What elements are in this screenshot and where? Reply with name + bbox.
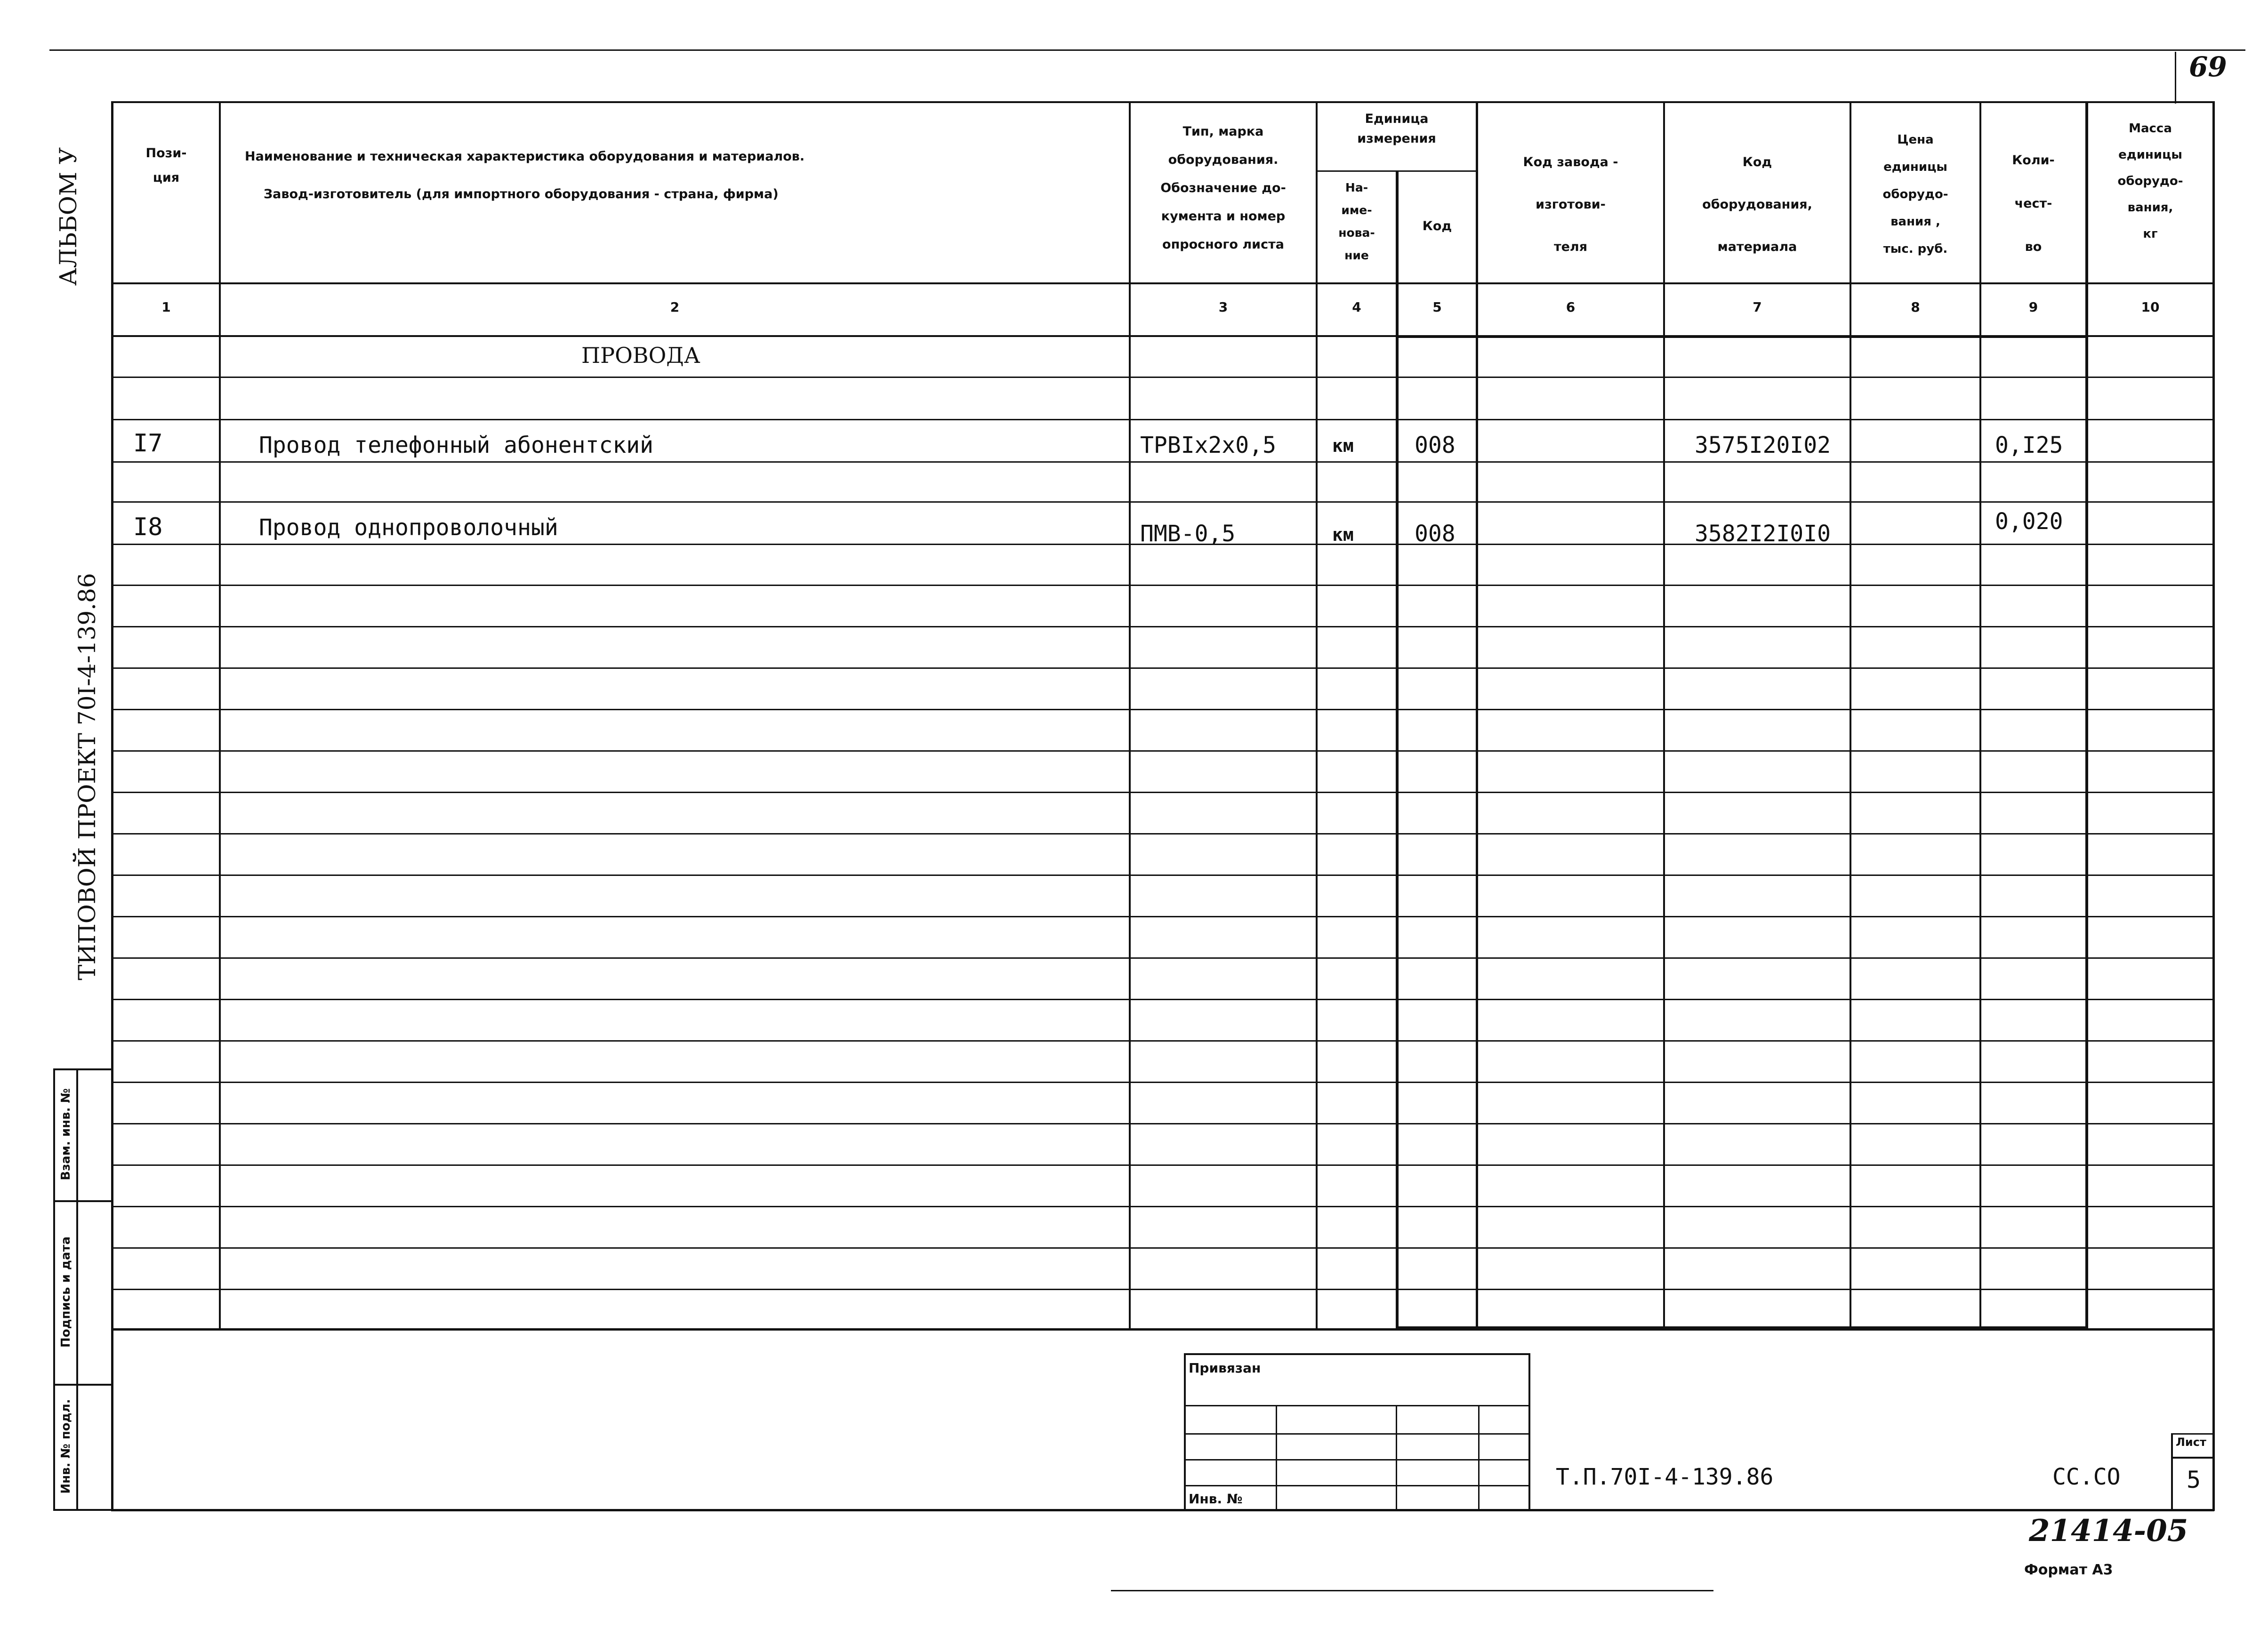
row-type: ТРВIх2х0,5 — [1140, 432, 1276, 458]
col-number-3: 3 — [1218, 299, 1228, 315]
row-quantity: 0,020 — [1995, 508, 2063, 535]
header-position: Пози- ция — [145, 146, 187, 185]
sheet-number: 5 — [2187, 1466, 2201, 1493]
header-price: Цена единицы оборудо- вания , тыс. руб. — [1882, 133, 1948, 256]
stamp-replace-inv: Взам. инв. № — [59, 1088, 73, 1180]
album-label: АЛЬБОМ У — [55, 147, 82, 286]
frame-bottom — [111, 1509, 2214, 1511]
project-label: ТИПОВОЙ ПРОЕКТ 70I-4-139.86 — [73, 573, 101, 980]
header-unit-name: На- име- нова- ние — [1338, 181, 1375, 262]
col-number-7: 7 — [1753, 299, 1762, 315]
row-type: ПМВ-0,5 — [1140, 521, 1236, 547]
header-factory-code: Код завода - изготови- теля — [1523, 155, 1618, 254]
row-position: I7 — [133, 429, 163, 457]
row-equipment-code: 3575I20I02 — [1695, 432, 1831, 458]
col-number-2: 2 — [670, 299, 680, 315]
row-unit: км — [1332, 524, 1354, 545]
inv-label: Инв. № — [1189, 1491, 1243, 1507]
header-equipment-code: Код оборудования, материала — [1702, 155, 1812, 254]
col-number-6: 6 — [1566, 299, 1576, 315]
stamp-original-inv: Инв. № подл. — [59, 1399, 73, 1494]
bound-label: Привязан — [1189, 1360, 1261, 1376]
row-unit: км — [1332, 435, 1354, 456]
header-mass: Масса единицы оборудо- вания, кг — [2117, 121, 2183, 241]
page-number: 69 — [2189, 51, 2227, 83]
sheet-label: Лист — [2176, 1436, 2206, 1449]
col-number-4: 4 — [1352, 299, 1361, 315]
col-number-1: 1 — [161, 299, 171, 315]
header-type: Тип, марка оборудования. Обозначение до- кумента и номер опросного листа — [1160, 124, 1286, 252]
header-unit-code: Код — [1422, 219, 1452, 233]
header-quantity: Коли- чест- во — [2012, 153, 2055, 254]
col-number-9: 9 — [2028, 299, 2038, 315]
frame-right — [2212, 101, 2215, 1511]
document-designation: Т.П.70I-4-139.86 — [1556, 1464, 1774, 1490]
stamp-signature-date: Подпись и дата — [59, 1236, 73, 1348]
document-code: СС.СО — [2052, 1464, 2121, 1490]
row-equipment-code: 3582I2I0I0 — [1695, 521, 1831, 547]
row-unit-code: 008 — [1415, 432, 1456, 458]
row-unit-code: 008 — [1415, 521, 1456, 547]
section-title: ПРОВОДА — [581, 343, 700, 368]
handwritten-number: 21414-05 — [2029, 1513, 2188, 1549]
col-number-8: 8 — [1911, 299, 1920, 315]
bottom-rule — [1111, 1590, 1713, 1591]
col-number-10: 10 — [2141, 299, 2160, 315]
frame-top — [111, 101, 2214, 103]
row-quantity: 0,I25 — [1995, 432, 2063, 458]
stamp-border — [53, 1068, 55, 1511]
format-label: Формат А3 — [2024, 1562, 2113, 1578]
header-unit-group: Единица измерения — [1357, 112, 1436, 146]
row-name: Провод телефонный абонентский — [259, 432, 654, 458]
row-position: I8 — [133, 513, 163, 541]
header-name: Наименование и техническая характеристика оборудования и материалов. Завод-изготовитель (для импортного оборудования - страна, фирма) — [245, 149, 805, 201]
col-number-5: 5 — [1432, 299, 1442, 315]
row-name: Провод однопроволочный — [259, 514, 558, 541]
